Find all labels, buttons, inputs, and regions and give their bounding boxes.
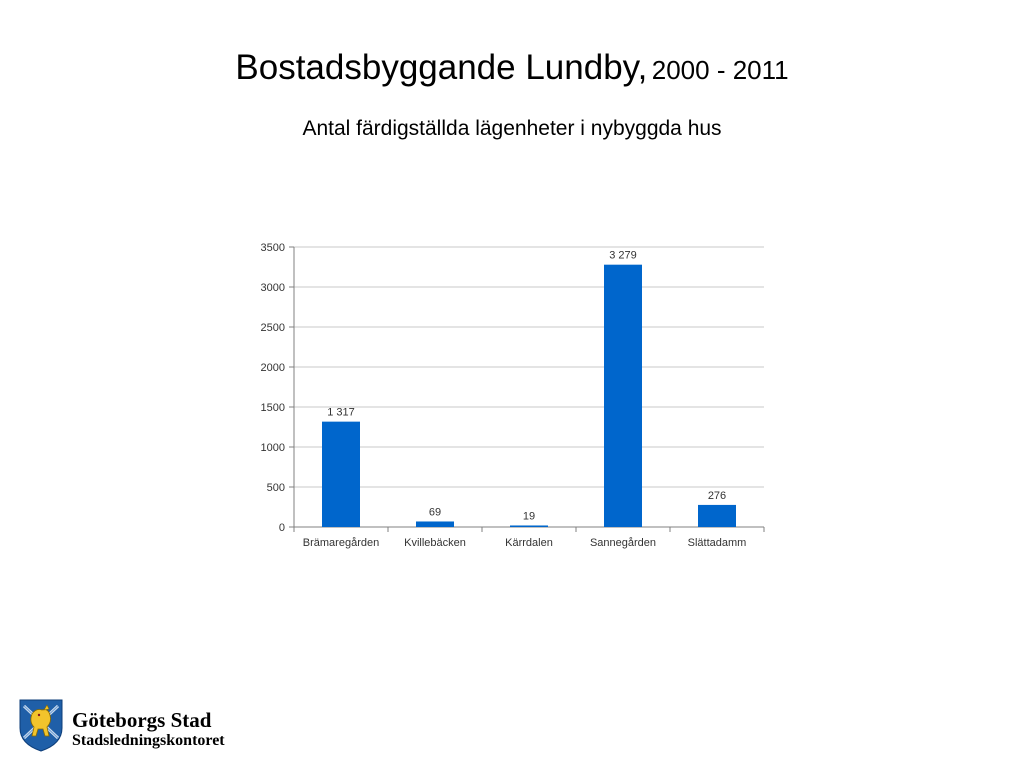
x-tick-label: Kvillebäcken [404, 537, 466, 549]
logo-department: Stadsledningskontoret [72, 732, 225, 749]
x-tick-label: Slättadamm [687, 537, 747, 549]
x-tick-label: Kärrdalen [505, 537, 553, 549]
logo-name: Göteborgs Stad [72, 708, 212, 732]
data-label: 19 [522, 510, 536, 523]
y-tick-label: 2000 [260, 362, 285, 374]
data-label: 1 317 [327, 406, 355, 419]
bar [698, 505, 736, 527]
data-label: 3 279 [609, 249, 637, 262]
data-label: 276 [707, 489, 727, 502]
bar [604, 265, 642, 527]
bar [416, 521, 454, 527]
y-tick-label: 500 [266, 482, 285, 494]
y-tick-label: 1000 [260, 442, 285, 454]
y-tick-label: 3500 [260, 242, 285, 254]
y-tick-label: 0 [278, 522, 285, 534]
bar [510, 525, 548, 527]
bar [322, 422, 360, 527]
y-tick-label: 2500 [260, 322, 285, 334]
x-tick-label: Sannegården [589, 537, 657, 549]
y-tick-label: 3000 [260, 282, 285, 294]
title-years: 2000 - 2011 [651, 55, 789, 85]
data-label: 69 [428, 506, 442, 519]
x-tick-label: Brämaregården [302, 537, 380, 549]
title-main: Bostadsbyggande Lundby, [235, 48, 648, 87]
y-tick-label: 1500 [260, 402, 285, 414]
logo-text [72, 708, 225, 750]
goteborg-crest-icon [20, 700, 62, 751]
slide-subtitle: Antal färdigställda lägenheter i nybyggda hus [302, 117, 722, 140]
